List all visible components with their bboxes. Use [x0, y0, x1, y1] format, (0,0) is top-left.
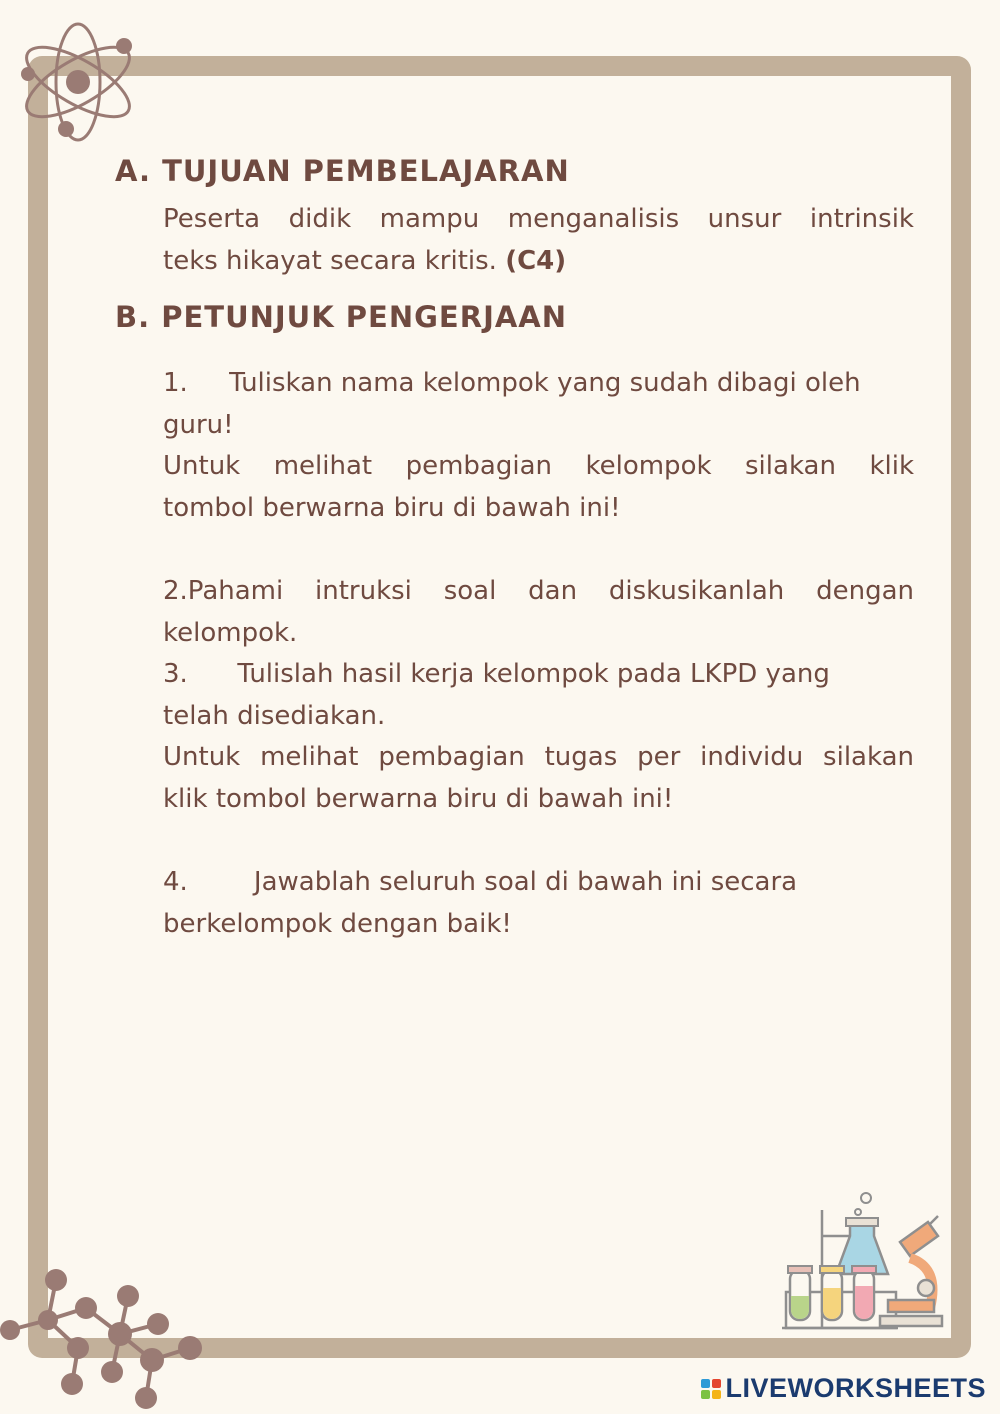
- molecule-icon: [0, 1268, 210, 1414]
- instruction-blank-line: [163, 821, 914, 863]
- instruction-line: telah disediakan.: [163, 700, 386, 731]
- lab-equipment-icon: [780, 1188, 945, 1333]
- instruction-line: 4. Jawablah seluruh soal di bawah ini secara: [163, 867, 798, 898]
- section-a-body: [163, 199, 914, 282]
- liveworksheets-brand: [701, 1373, 986, 1404]
- instruction-line: guru!: [163, 409, 234, 440]
- brand-name: LIVEWORKSHEETS: [725, 1373, 986, 1403]
- section-b-instructions: [163, 363, 914, 945]
- cognitive-level-badge: (C4): [505, 245, 567, 276]
- liveworksheets-logo-icon: [701, 1379, 721, 1399]
- instruction-line: Untuk melihat pembagian kelompok silakan klik: [163, 451, 914, 482]
- instruction-line: berkelompok dengan baik!: [163, 908, 512, 939]
- instruction-line: klik tombol berwarna biru di bawah ini!: [163, 783, 674, 814]
- section-a-line: Peserta didik mampu menganalisis unsur intrinsik: [163, 204, 914, 234]
- section-b-heading: B. PETUNJUK PENGERJAAN: [115, 300, 568, 334]
- atom-icon: [10, 22, 145, 144]
- section-a-heading: A. TUJUAN PEMBELAJARAN: [115, 154, 570, 188]
- section-a-line: teks hikayat secara kritis.: [163, 245, 497, 276]
- instruction-line: 3. Tulislah hasil kerja kelompok pada LKPD yang: [163, 659, 830, 690]
- instruction-line: tombol berwarna biru di bawah ini!: [163, 492, 621, 523]
- section-a-line-2: [163, 241, 914, 283]
- instruction-line: kelompok.: [163, 617, 298, 648]
- instruction-line: 1. Tuliskan nama kelompok yang sudah dibagi oleh: [163, 368, 861, 398]
- instruction-blank-line: [163, 529, 914, 571]
- instruction-line: Untuk melihat pembagian tugas per individu silakan: [163, 742, 914, 773]
- instruction-line: 2.Pahami intruksi soal dan diskusikanlah dengan: [163, 575, 914, 606]
